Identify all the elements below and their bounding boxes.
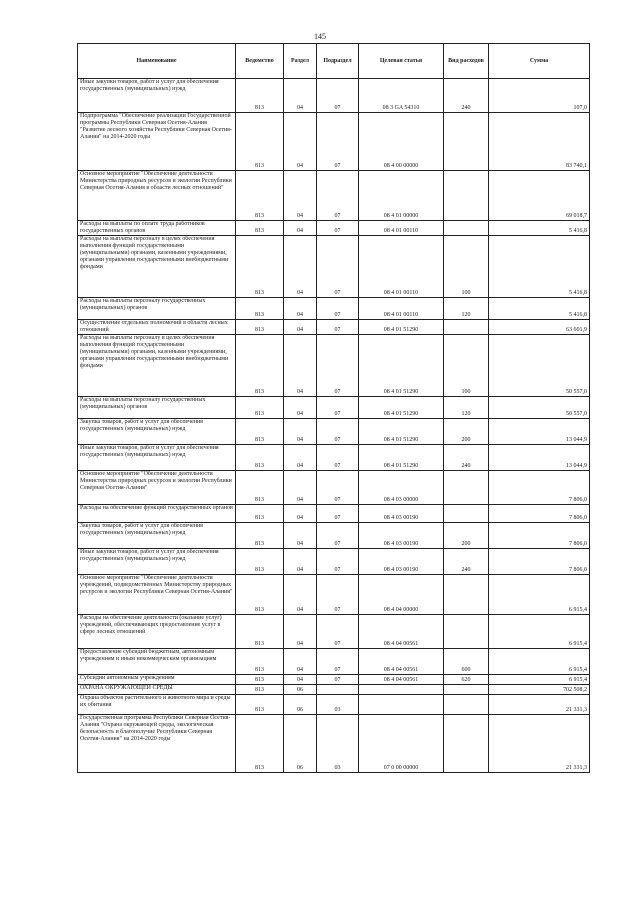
- cell-target: 08 4 04 00000: [359, 575, 444, 615]
- table-row: [78, 575, 590, 615]
- cell-name: Основное мероприятие "Обеспечение деятельности Министерства природных ресурсов и экологии Республики Северная Осетия-Алания": [78, 471, 236, 505]
- cell-name: Осуществление отдельных полномочий в области лесных отношений: [78, 320, 236, 335]
- cell-subsection: 07: [317, 79, 359, 113]
- cell-subsection: 07: [317, 505, 359, 523]
- cell-section: 04: [284, 236, 317, 298]
- cell-section: 06: [284, 695, 317, 715]
- table-row: [78, 523, 590, 549]
- cell-section: 04: [284, 113, 317, 171]
- cell-dept: 813: [236, 113, 284, 171]
- cell-dept: 813: [236, 523, 284, 549]
- cell-target: 08 4 01 51290: [359, 397, 444, 419]
- cell-subsection: 07: [317, 419, 359, 445]
- cell-subsection: 07: [317, 171, 359, 221]
- header-row: [78, 44, 590, 79]
- header-sum: Сумма: [489, 44, 590, 79]
- table-row: [78, 113, 590, 171]
- cell-type: [444, 113, 489, 171]
- cell-dept: 813: [236, 335, 284, 397]
- cell-dept: 813: [236, 715, 284, 773]
- cell-section: 04: [284, 298, 317, 320]
- cell-type: 100: [444, 335, 489, 397]
- header-type: Вид расходов: [444, 44, 489, 79]
- header-dept: Ведомство: [236, 44, 284, 79]
- cell-type: [444, 221, 489, 236]
- cell-subsection: 07: [317, 221, 359, 236]
- cell-type: [444, 615, 489, 649]
- cell-section: 04: [284, 575, 317, 615]
- cell-name: Иные закупки товаров, работ и услуг для обеспечения государственных (муниципальных) нужд: [78, 445, 236, 471]
- cell-type: 100: [444, 236, 489, 298]
- header-name: Наименование: [78, 44, 236, 79]
- cell-sum: 6 915,4: [489, 675, 590, 685]
- cell-type: 120: [444, 298, 489, 320]
- cell-target: 08 4 01 00000: [359, 171, 444, 221]
- table-row: [78, 675, 590, 685]
- cell-section: 04: [284, 615, 317, 649]
- cell-name: Иные закупки товаров, работ и услуг для обеспечения государственных (муниципальных) нужд: [78, 79, 236, 113]
- cell-dept: 813: [236, 505, 284, 523]
- table-row: [78, 695, 590, 715]
- cell-section: 04: [284, 471, 317, 505]
- table-row: [78, 171, 590, 221]
- cell-dept: 813: [236, 236, 284, 298]
- cell-sum: 13 044,9: [489, 445, 590, 471]
- cell-name: Расходы на выплаты персоналу государственных (муниципальных) органов: [78, 397, 236, 419]
- cell-section: 06: [284, 685, 317, 695]
- cell-section: 04: [284, 335, 317, 397]
- cell-section: 04: [284, 397, 317, 419]
- cell-sum: 13 044,9: [489, 419, 590, 445]
- cell-sum: 6 915,4: [489, 575, 590, 615]
- cell-type: 240: [444, 445, 489, 471]
- cell-type: 240: [444, 549, 489, 575]
- cell-subsection: 07: [317, 549, 359, 575]
- cell-subsection: 07: [317, 397, 359, 419]
- cell-sum: 7 806,0: [489, 549, 590, 575]
- cell-type: 200: [444, 523, 489, 549]
- cell-target: 08 4 01 00110: [359, 236, 444, 298]
- cell-section: 04: [284, 221, 317, 236]
- cell-sum: 83 740,1: [489, 113, 590, 171]
- cell-type: 600: [444, 649, 489, 675]
- cell-type: [444, 715, 489, 773]
- table-row: [78, 397, 590, 419]
- cell-sum: 50 557,0: [489, 397, 590, 419]
- cell-name: Основное мероприятие "Обеспечение деятельности учреждений, подведомственных Министерству природных ресурсов и экологии Республики Северная Осетия-Алания": [78, 575, 236, 615]
- cell-name: Расходы на выплаты персоналу в целях обеспечения выполнения функций государственными (муниципальными) органами, казенными учреждениями, органами управления государственными внебюджетными фондами: [78, 335, 236, 397]
- cell-type: 120: [444, 397, 489, 419]
- table-row: [78, 471, 590, 505]
- cell-name: Закупка товаров, работ и услуг для обеспечения государственных (муниципальных) нужд: [78, 419, 236, 445]
- cell-dept: 813: [236, 171, 284, 221]
- cell-subsection: 03: [317, 695, 359, 715]
- cell-section: 04: [284, 649, 317, 675]
- cell-name: Расходы на выплаты персоналу в целях обеспечения выполнения функций государственными (муниципальными) органами, казенными учреждениями, органами управления государственными внебюджетными фондами: [78, 236, 236, 298]
- table-row: [78, 335, 590, 397]
- cell-sum: 5 416,8: [489, 298, 590, 320]
- cell-dept: 813: [236, 298, 284, 320]
- cell-name: Государственная программа Республики Северная Осетия-Алания "Охрана окружающей среды, экологическая безопасность и благополучие Республики Северная Осетия-Алания" на 2014-2020 годы: [78, 715, 236, 773]
- cell-section: 04: [284, 171, 317, 221]
- cell-subsection: 07: [317, 320, 359, 335]
- cell-type: [444, 695, 489, 715]
- cell-sum: 63 601,9: [489, 320, 590, 335]
- cell-dept: 813: [236, 320, 284, 335]
- cell-dept: 813: [236, 685, 284, 695]
- cell-dept: 813: [236, 79, 284, 113]
- cell-name: Расходы на обеспечение деятельности (оказание услуг) учреждений, обеспечивающих предоставление услуг в сфере лесных отношений: [78, 615, 236, 649]
- cell-target: 08 4 01 51290: [359, 320, 444, 335]
- cell-target: 08 4 03 00190: [359, 523, 444, 549]
- cell-target: 08 4 03 00000: [359, 471, 444, 505]
- page-number: 145: [314, 32, 326, 41]
- cell-name: ОХРАНА ОКРУЖАЮЩЕЙ СРЕДЫ: [78, 685, 236, 695]
- cell-dept: 813: [236, 397, 284, 419]
- cell-section: 04: [284, 79, 317, 113]
- cell-subsection: 07: [317, 298, 359, 320]
- table-row: [78, 79, 590, 113]
- cell-sum: 107,0: [489, 79, 590, 113]
- cell-target: 08 4 01 51290: [359, 419, 444, 445]
- table-row: [78, 715, 590, 773]
- cell-sum: 5 416,8: [489, 236, 590, 298]
- cell-sum: 7 806,0: [489, 471, 590, 505]
- cell-type: 200: [444, 419, 489, 445]
- cell-sum: 702 508,2: [489, 685, 590, 695]
- cell-subsection: 07: [317, 523, 359, 549]
- cell-section: 04: [284, 419, 317, 445]
- table-row: [78, 221, 590, 236]
- table-row: [78, 685, 590, 695]
- cell-sum: 50 557,0: [489, 335, 590, 397]
- cell-type: 620: [444, 675, 489, 685]
- budget-table: [77, 43, 590, 773]
- cell-type: [444, 471, 489, 505]
- cell-subsection: 07: [317, 575, 359, 615]
- cell-dept: 813: [236, 445, 284, 471]
- cell-type: [444, 505, 489, 523]
- table-row: [78, 236, 590, 298]
- cell-section: 04: [284, 445, 317, 471]
- cell-section: 04: [284, 320, 317, 335]
- table-row: [78, 649, 590, 675]
- cell-target: 08 4 04 00561: [359, 649, 444, 675]
- cell-target: 08 4 01 51290: [359, 445, 444, 471]
- cell-name: Закупка товаров, работ и услуг для обеспечения государственных (муниципальных) нужд: [78, 523, 236, 549]
- cell-subsection: [317, 685, 359, 695]
- table-row: [78, 549, 590, 575]
- table-row: [78, 505, 590, 523]
- cell-sum: 6 915,4: [489, 615, 590, 649]
- cell-subsection: 07: [317, 236, 359, 298]
- cell-sum: 7 806,0: [489, 505, 590, 523]
- cell-type: [444, 320, 489, 335]
- header-section: Раздел: [284, 44, 317, 79]
- table-row: [78, 419, 590, 445]
- cell-dept: 813: [236, 419, 284, 445]
- cell-target: 08 4 03 00190: [359, 549, 444, 575]
- cell-type: [444, 575, 489, 615]
- cell-name: Расходы на выплаты по оплате труда работников государственных органов: [78, 221, 236, 236]
- cell-sum: 7 806,0: [489, 523, 590, 549]
- cell-section: 04: [284, 675, 317, 685]
- table-row: [78, 298, 590, 320]
- cell-subsection: 07: [317, 445, 359, 471]
- cell-sum: 69 018,7: [489, 171, 590, 221]
- cell-name: Субсидии автономным учреждениям: [78, 675, 236, 685]
- cell-sum: 21 331,3: [489, 715, 590, 773]
- cell-target: 08 4 04 00561: [359, 675, 444, 685]
- cell-target: 08 4 01 00110: [359, 298, 444, 320]
- cell-sum: 5 416,8: [489, 221, 590, 236]
- table-row: [78, 445, 590, 471]
- cell-name: Расходы на выплаты персоналу государственных (муниципальных) органов: [78, 298, 236, 320]
- cell-target: 08 4 01 51290: [359, 335, 444, 397]
- cell-section: 06: [284, 715, 317, 773]
- cell-section: 04: [284, 523, 317, 549]
- cell-target: 08 4 00 00000: [359, 113, 444, 171]
- cell-sum: 21 331,3: [489, 695, 590, 715]
- cell-subsection: 07: [317, 649, 359, 675]
- cell-name: Охрана объектов растительного и животного мира и среды их обитания: [78, 695, 236, 715]
- cell-dept: 813: [236, 675, 284, 685]
- cell-target: 07 0 00 00000: [359, 715, 444, 773]
- table-row: [78, 320, 590, 335]
- cell-type: [444, 171, 489, 221]
- cell-dept: 813: [236, 695, 284, 715]
- cell-sum: 6 915,4: [489, 649, 590, 675]
- cell-name: Расходы на обеспечение функций государственных органов: [78, 505, 236, 523]
- cell-dept: 813: [236, 649, 284, 675]
- cell-type: [444, 685, 489, 695]
- cell-dept: 813: [236, 549, 284, 575]
- cell-name: Предоставление субсидий бюджетным, автономным учреждениям и иным некоммерческим организациям: [78, 649, 236, 675]
- cell-dept: 813: [236, 575, 284, 615]
- cell-subsection: 07: [317, 113, 359, 171]
- cell-dept: 813: [236, 471, 284, 505]
- cell-dept: 813: [236, 615, 284, 649]
- cell-dept: 813: [236, 221, 284, 236]
- header-target: Целевая статья: [359, 44, 444, 79]
- cell-name: Иные закупки товаров, работ и услуг для обеспечения государственных (муниципальных) нужд: [78, 549, 236, 575]
- cell-name: Основное мероприятие "Обеспечение деятельности Министерства природных ресурсов и экологии Республики Северная Осетия-Алания в области лесных отношений": [78, 171, 236, 221]
- cell-subsection: 07: [317, 335, 359, 397]
- cell-name: Подпрограмма "Обеспечение реализации Государственной программы Республики Северная Осетия-Алания "Развитие лесного хозяйства Республики Северная Осетия-Алания" на 2014-2020 годы: [78, 113, 236, 171]
- cell-target: [359, 685, 444, 695]
- cell-target: 08 3 GA 54310: [359, 79, 444, 113]
- table-row: [78, 615, 590, 649]
- cell-target: 08 4 04 00561: [359, 615, 444, 649]
- header-subsection: Подраздел: [317, 44, 359, 79]
- cell-type: 240: [444, 79, 489, 113]
- cell-target: 08 4 03 00190: [359, 505, 444, 523]
- cell-target: [359, 695, 444, 715]
- cell-section: 04: [284, 549, 317, 575]
- cell-subsection: 07: [317, 675, 359, 685]
- cell-section: 04: [284, 505, 317, 523]
- cell-target: 08 4 01 00110: [359, 221, 444, 236]
- cell-subsection: 07: [317, 615, 359, 649]
- cell-subsection: 07: [317, 471, 359, 505]
- cell-subsection: 03: [317, 715, 359, 773]
